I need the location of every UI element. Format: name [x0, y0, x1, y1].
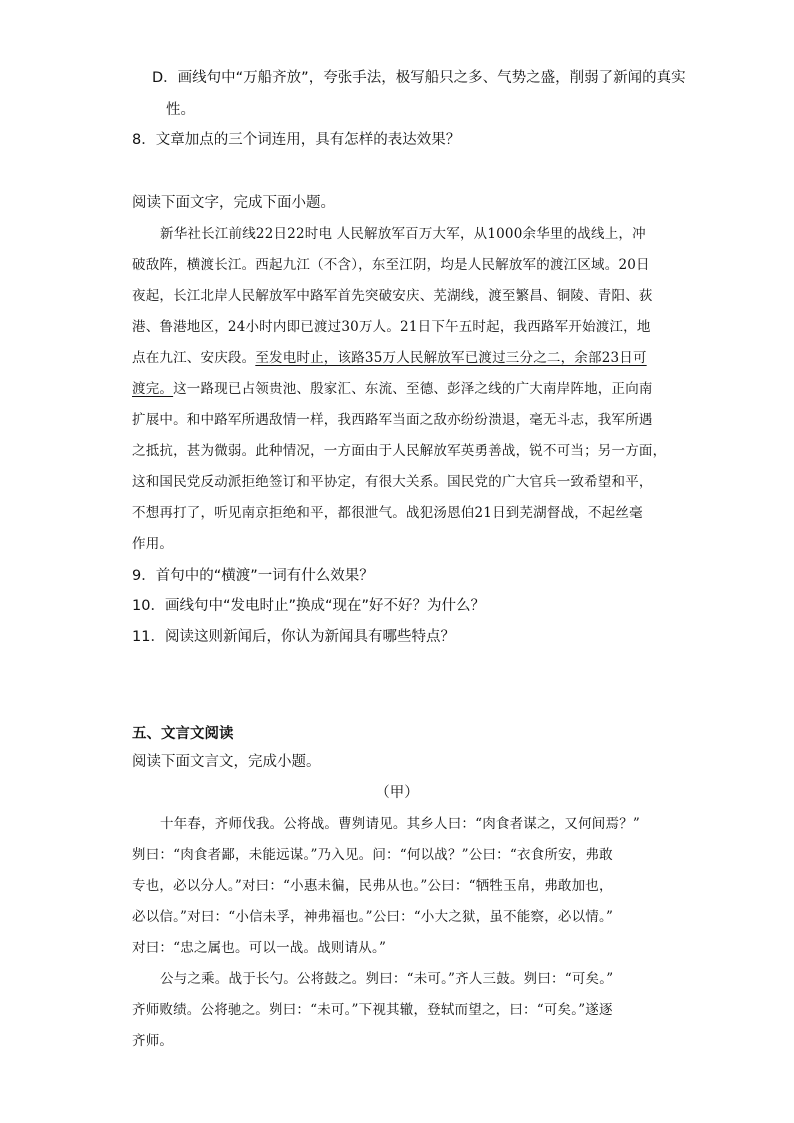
reading-instruction-1: 阅读下面文字，完成下面小题。: [132, 195, 335, 211]
news-line-7: 扩展中。和中路军所遇敌情一样，我西路军当面之敌亦纷纷溃退，毫无斗志，我军所遇: [132, 412, 653, 428]
news-line-2: 破敌阵，横渡长江。西起九江（不含），东至江阴，均是人民解放军的渡江区域。20日: [132, 257, 650, 273]
news-line-9: 这和国民党反动派拒绝签订和平协定，有很大关系。国民党的广大官兵一致希望和平，: [132, 474, 653, 490]
section-heading: 五、文言文阅读: [132, 726, 234, 742]
news-line-6: [132, 379, 653, 399]
classical-line-8: 齐师。: [132, 1033, 174, 1049]
news-line-4: 港、鲁港地区，24小时内即已渡过30万人。21日下午五时起，我西路军开始渡江，地: [132, 319, 651, 335]
question-8: 8．文章加点的三个词连用，具有怎样的表达效果？: [132, 132, 461, 148]
news-line-6-text: 这一路现已占领贵池、殷家汇、东流、至德、彭泽之线的广大南岸阵地，正向南: [173, 381, 653, 397]
classical-line-3: 专也，必以分人。”对曰：“小惠未徧，民弗从也。”公曰：“牺牲玉帛，弗敢加也，: [132, 878, 613, 894]
news-line-5-text: 点在九江、安庆段。: [132, 350, 256, 366]
classical-line-6: 公与之乘。战于长勺。公将鼓之。刿曰：“未可。”齐人三鼓。刿曰：“可矣。”: [160, 971, 614, 987]
classical-line-5: 对曰：“忠之属也。可以一战。战则请从。”: [132, 940, 387, 956]
option-d-line-1: D．画线句中“万船齐放”，夸张手法，极写船只之多、气势之盛，削弱了新闻的真实: [152, 70, 686, 86]
passage-title-jia: （甲）: [375, 785, 419, 801]
news-line-10: 不想再打了，听见南京拒绝和平，都很泄气。战犯汤恩伯21日到芜湖督战，不起丝毫: [132, 505, 643, 521]
news-line-8: 之抵抗，甚为微弱。此种情况，一方面由于人民解放军英勇善战，锐不可当；另一方面，: [132, 443, 667, 459]
classical-line-4: 必以信。”对曰：“小信未孚，神弗福也。”公曰：“小大之狱，虽不能察，必以情。”: [132, 909, 614, 925]
question-10: 10．画线句中“发电时止”换成“现在”好不好？为什么？: [132, 598, 485, 614]
news-line-3: 夜起，长江北岸人民解放军中路军首先突破安庆、芜湖线，渡至繁昌、铜陵、青阳、荻: [132, 288, 653, 304]
news-line-11: 作用。: [132, 536, 174, 552]
news-line-5: [132, 348, 647, 368]
news-line-1: 新华社长江前线22日22时电 人民解放军百万大军，从1000余华里的战线上，冲: [160, 226, 646, 242]
option-d-line-2: 性。: [166, 102, 195, 118]
underlined-sentence-part-1: 至发电时止，该路35万人民解放军已渡过三分之二，余部23日可: [255, 350, 647, 366]
reading-instruction-2: 阅读下面文言文，完成小题。: [132, 754, 321, 770]
question-9: 9．首句中的“横渡”一词有什么效果？: [132, 568, 374, 584]
classical-line-2: 刿曰：“肉食者鄙，未能远谋。”乃入见。问：“何以战？”公曰：“衣食所安，弗敢: [132, 847, 613, 863]
question-11: 11．阅读这则新闻后，你认为新闻具有哪些特点？: [132, 629, 455, 645]
underlined-sentence-part-2: 渡完。: [132, 381, 174, 397]
classical-line-7: 齐师败绩。公将驰之。刿曰：“未可。”下视其辙，登轼而望之，曰：“可矣。”遂逐: [132, 1002, 613, 1018]
classical-line-1: 十年春，齐师伐我。公将战。曹刿请见。其乡人曰：“肉食者谋之，又何间焉？”: [160, 816, 641, 832]
